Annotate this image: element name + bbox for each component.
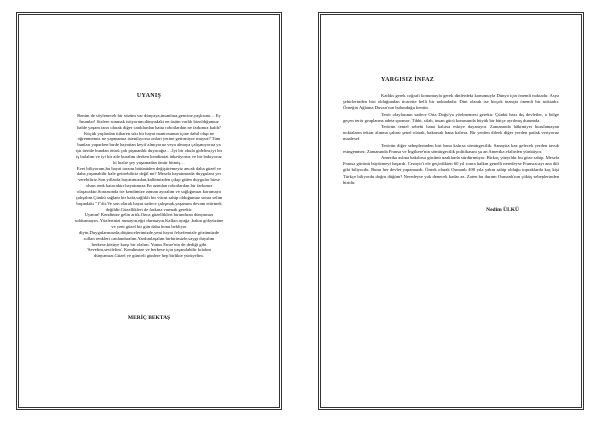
- left-page-line: Küçük yaşlardan itibaren sıkı bir hayat mantosunun içine dahil olup ne: [83, 130, 215, 136]
- left-page-line: ve yeni güzel bir gün daha bonu bekliyor: [111, 224, 187, 230]
- left-page-line: değildir.Güzellikleri de farkına varmak gerekir.: [105, 206, 193, 212]
- left-page-line: Benim de söylenecek bir sözüm var dünyaya,insanlara,gencine,yaşlısına… Ey: [77, 113, 221, 118]
- left-page-line: öğrenmemiz ne yapmamız istenilıyorsa onları yerine getirmiyor muyuz? Tüm: [77, 136, 221, 142]
- left-page-author: MERİÇ BEKTAŞ: [127, 315, 171, 321]
- right-page-paragraph: Terörün temel sebebi bana kalırsa eskiye dayanıyor. Zamanında hâkimiyet kurulamayan noktaların tekrar alınma çabası şenel olarak, bakarsak bana kalırsa. Bir yerden dileek diğer yerden patlak veriyoruz maalesef.: [343, 124, 559, 142]
- left-page-line: daha yaşanabilir hale getirebiliriz değil mi? Mesela hayatımızda duygulara yer: [76, 171, 222, 177]
- left-page-line: sollan renkleri canlandıralım.Yardımlaşalım birbirimizle,saygı duyalım: [83, 235, 215, 241]
- left-page-line: verebiliriz.Son yıllarda hayatımızdan,kalbimizden çıkıp giden duygular bizse: [78, 177, 220, 183]
- left-page-line: olaşacaktır.Sonrasında ise kendimize zaman ayıralım ve sağlığımızı korumaya: [77, 188, 221, 194]
- left-page-line: iştı üeride bundan ötürü çok pişmanlık duyacağız….İyi bir okula gidelim,iyi bir: [75, 148, 223, 154]
- left-page-line: Uyanın! Kendinize gelin artık.Onca güzellikleri bırundıran dünyamızı: [84, 212, 214, 218]
- left-page-body: [27, 113, 271, 259]
- left-page-line: dünyamızı.Güzel ve günceli günlere hep birlikte yürüyelim.: [94, 253, 204, 259]
- left-page-line: Evet biliyorum,bu hayat tarzını bütünüden değiştiremeyiz ancak daha güzel ve: [76, 165, 222, 171]
- right-page-author: Nedim ÜLKÜ: [486, 207, 519, 213]
- left-page-line: çalışalım.Çünkü sağlam bir kafa,sağlıklı bir vücut sahip olduğumuz sonra selim: [75, 194, 223, 200]
- left-page-line: 'Sevelim,sevilelim'. Kendimize ve herkese için yaşanılabilir kılalım: [87, 247, 211, 253]
- right-page-body: [343, 93, 559, 186]
- left-page-line: olsun renk katacaktır hayatımıza.En azından robotlardan bir farkımız: [85, 183, 213, 189]
- left-page-line: iş bulalım ve iyi bir aile kuralım derken kendimizi tüketiyoruz ve bir bakıyoruz: [76, 153, 222, 159]
- left-page-line: ki hızlıe şey yaşamadan ömür bitmiş…: [113, 159, 185, 165]
- left-page-line: İnsanlar! Sizlere sonmak istiyorum,dünyadaki en üstün varlık bizoldığumuz: [79, 118, 219, 124]
- right-page: [318, 12, 584, 410]
- right-page-paragraph: Terörün diğer sebeplerinden biri bana kalırsa sömürgecilik. Sanayiia kaz gelecek yerden tavuk esingenmez. Zamanında Fransa ve İngiltere'nin sömürgecilik politikasını şu an Amerika efalirden yürütüyor.: [343, 142, 559, 154]
- left-page-line: diyin.Duygularımızda,düşüncelerimizde,yeni hayat felsefemizle gözümüzde: [78, 229, 220, 235]
- left-page-line: herkese,kötüye karşı bir olalım. Yunus Emre'nin de dediği gibi: [91, 241, 207, 247]
- left-page-line: başındaki "1"dir.Ve son olarak hayat sadece çalışmak,yaşamını devam ettirmek: [76, 200, 222, 206]
- right-page-title: YARGISIZ İNFAZ: [381, 77, 435, 83]
- left-page: [16, 12, 282, 410]
- right-page-paragraph: Amerika aslına bakılırsa gücünü uzaklarda sürdürmüyor. Birkaç yüzyıldır bu göze sahip. Mesela Fransa gücünü büyütmeyi başardı. Cezayir'i ele geçirdikten 60 yıl sonra halkın genelli neredeyse Fransızcayı ana dili gibi biliyordu. Bunu her devlet yapamazdı. Örnek olarak Osmanlı 400 yıla yakın sahip olduğu topraklarda kaç kişi Türkçe biliyordu doğru düğüm? Neredeyse yok denecek kadar az. Zaten bu durum Osmanlı'nın çöküş sebeplerinden biridir.: [343, 155, 559, 185]
- left-page-title: UYANIŞ: [136, 93, 162, 99]
- left-page-line: bunları yaparken bırde hayattan keyif almıyoruz veya almaya çalışmıyoruz ya: [77, 142, 221, 148]
- right-page-paragraph: Terör olaylarının sadece Orta Doğu'ya yöelmemesi gerekir. Çünkü bazı dış devletler, o bölge geçen terör gruplarına adeta sponsor. Tibbi, silah, insan gücü konusunda büyük bir bütçe ayrılmış durumda.: [343, 111, 559, 123]
- left-page-line: soldurmayın. Yüzlerinizi asmayın,eğri durmayın.Kalkın ayağa ,bakın gökyüzüne: [74, 218, 224, 224]
- left-page-line: halde yaşam tarzı olarak diğer canlılardan hatta robotlardan ne farkımız kaldı?: [77, 124, 221, 130]
- right-page-paragraph: Kadıks gerek coğrafi konumuyla gerek dinlerdeki konumuyla Dünya için önemli noktadır. Asya şehirlerinden biri olduğundan ticarette belli bir noktadadır. Dini olarak ise birçok inançta önemli bir noktadır. Örneğin Ağlama Duvarı'nın bulunduğu kenttir.: [343, 93, 559, 111]
